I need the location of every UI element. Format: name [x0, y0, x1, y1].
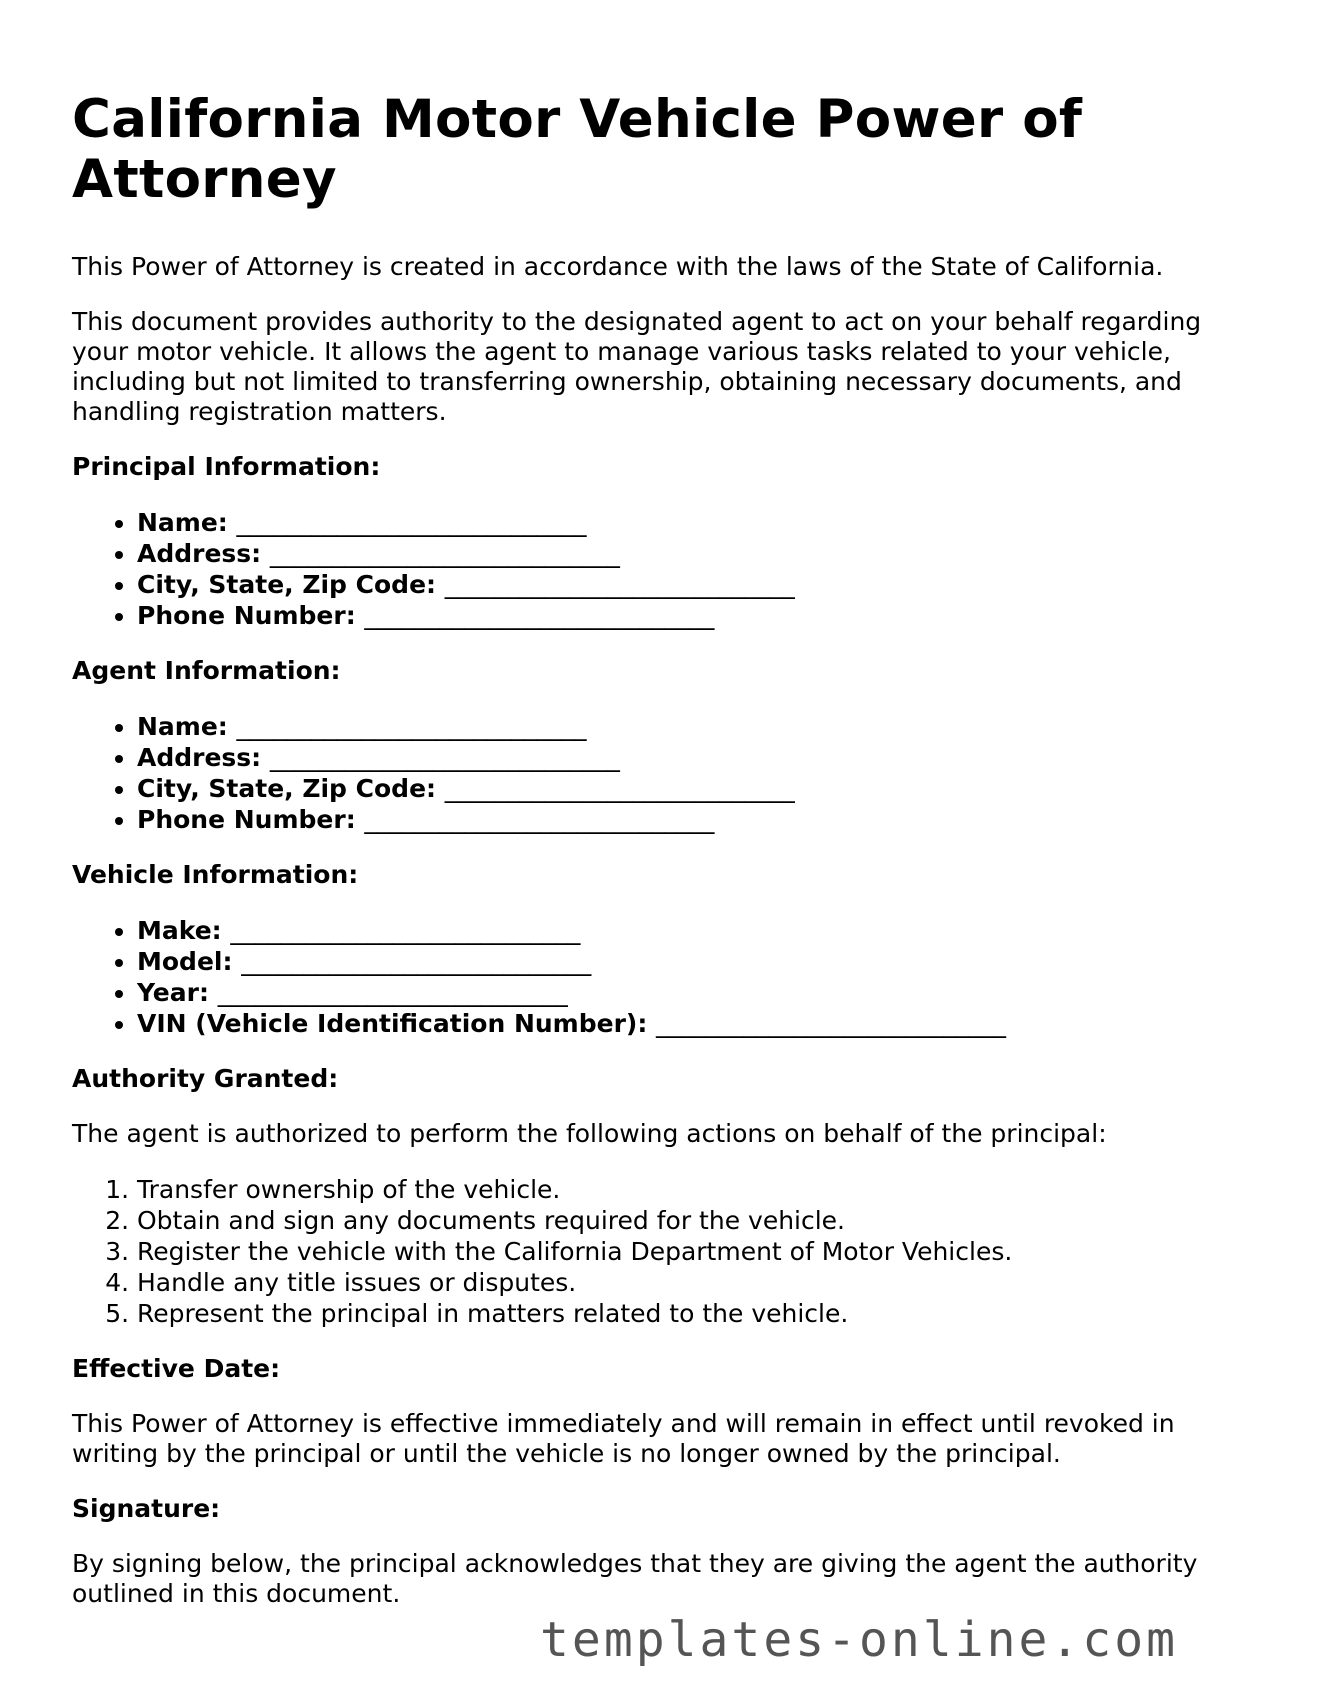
blank-line: ____________________________ — [656, 1009, 1007, 1038]
authority-list — [72, 1174, 1252, 1329]
principal-address-field[interactable]: • Address: ____________________________ — [137, 538, 1252, 569]
vehicle-vin-field[interactable]: • VIN (Vehicle Identification Number): ____________________________ — [137, 1008, 1252, 1039]
agent-fields — [72, 711, 1252, 835]
effective-date-heading: Effective Date: — [72, 1354, 281, 1383]
document-title: California Motor Vehicle Power of Attorney — [72, 89, 1083, 210]
description-paragraph: This document provides authority to the designated agent to act on your behalf regarding your motor vehicle. It allows the agent to manage various tasks related to your vehicle, including but not limited to transferring ownership, obtaining necessary documents, and handling registration matters. — [72, 307, 1202, 426]
signature-text: By signing below, the principal acknowledges that they are giving the agent the authority outlined in this document. — [72, 1549, 1198, 1608]
agent-phone-field[interactable]: • Phone Number: ____________________________ — [137, 804, 1252, 835]
vehicle-fields — [72, 915, 1252, 1039]
authority-intro: The agent is authorized to perform the following actions on behalf of the principal: — [72, 1119, 1107, 1148]
blank-line: ____________________________ — [217, 978, 568, 1007]
vehicle-year-field[interactable]: • Year: ____________________________ — [137, 977, 1252, 1008]
principal-name-field[interactable]: • Name: ____________________________ — [137, 507, 1252, 538]
authority-item: 3. Register the vehicle with the California Department of Motor Vehicles. — [137, 1236, 1252, 1267]
blank-line: ____________________________ — [236, 508, 587, 537]
blank-line: ____________________________ — [364, 805, 715, 834]
blank-line: ____________________________ — [444, 774, 795, 803]
blank-line: ____________________________ — [269, 539, 620, 568]
blank-line: ____________________________ — [236, 712, 587, 741]
blank-line: ____________________________ — [269, 743, 620, 772]
vehicle-heading: Vehicle Information: — [72, 860, 359, 889]
vehicle-make-field[interactable]: • Make: ____________________________ — [137, 915, 1252, 946]
authority-item: 4. Handle any title issues or disputes. — [137, 1267, 1252, 1298]
intro-paragraph: This Power of Attorney is created in accordance with the laws of the State of California. — [72, 252, 1164, 281]
agent-city-state-zip-field[interactable]: • City, State, Zip Code: ____________________________ — [137, 773, 1252, 804]
agent-name-field[interactable]: • Name: ____________________________ — [137, 711, 1252, 742]
blank-line: ____________________________ — [444, 570, 795, 599]
signature-heading: Signature: — [72, 1494, 221, 1523]
document — [72, 90, 1252, 1634]
blank-line: ____________________________ — [241, 947, 592, 976]
authority-item: 2. Obtain and sign any documents required for the vehicle. — [137, 1205, 1252, 1236]
authority-item: 5. Represent the principal in matters related to the vehicle. — [137, 1298, 1252, 1329]
principal-city-state-zip-field[interactable]: • City, State, Zip Code: ____________________________ — [137, 569, 1252, 600]
effective-date-text: This Power of Attorney is effective immediately and will remain in effect until revoked in writing by the principal or until the vehicle is no longer owned by the principal. — [72, 1409, 1175, 1468]
authority-heading: Authority Granted: — [72, 1064, 339, 1093]
vehicle-model-field[interactable]: • Model: ____________________________ — [137, 946, 1252, 977]
watermark: templates-online.com — [540, 1612, 1178, 1668]
blank-line: ____________________________ — [230, 916, 581, 945]
principal-phone-field[interactable]: • Phone Number: ____________________________ — [137, 600, 1252, 631]
blank-line: ____________________________ — [364, 601, 715, 630]
authority-item: 1. Transfer ownership of the vehicle. — [137, 1174, 1252, 1205]
principal-heading: Principal Information: — [72, 452, 381, 481]
agent-address-field[interactable]: • Address: ____________________________ — [137, 742, 1252, 773]
agent-heading: Agent Information: — [72, 656, 341, 685]
principal-fields — [72, 507, 1252, 631]
